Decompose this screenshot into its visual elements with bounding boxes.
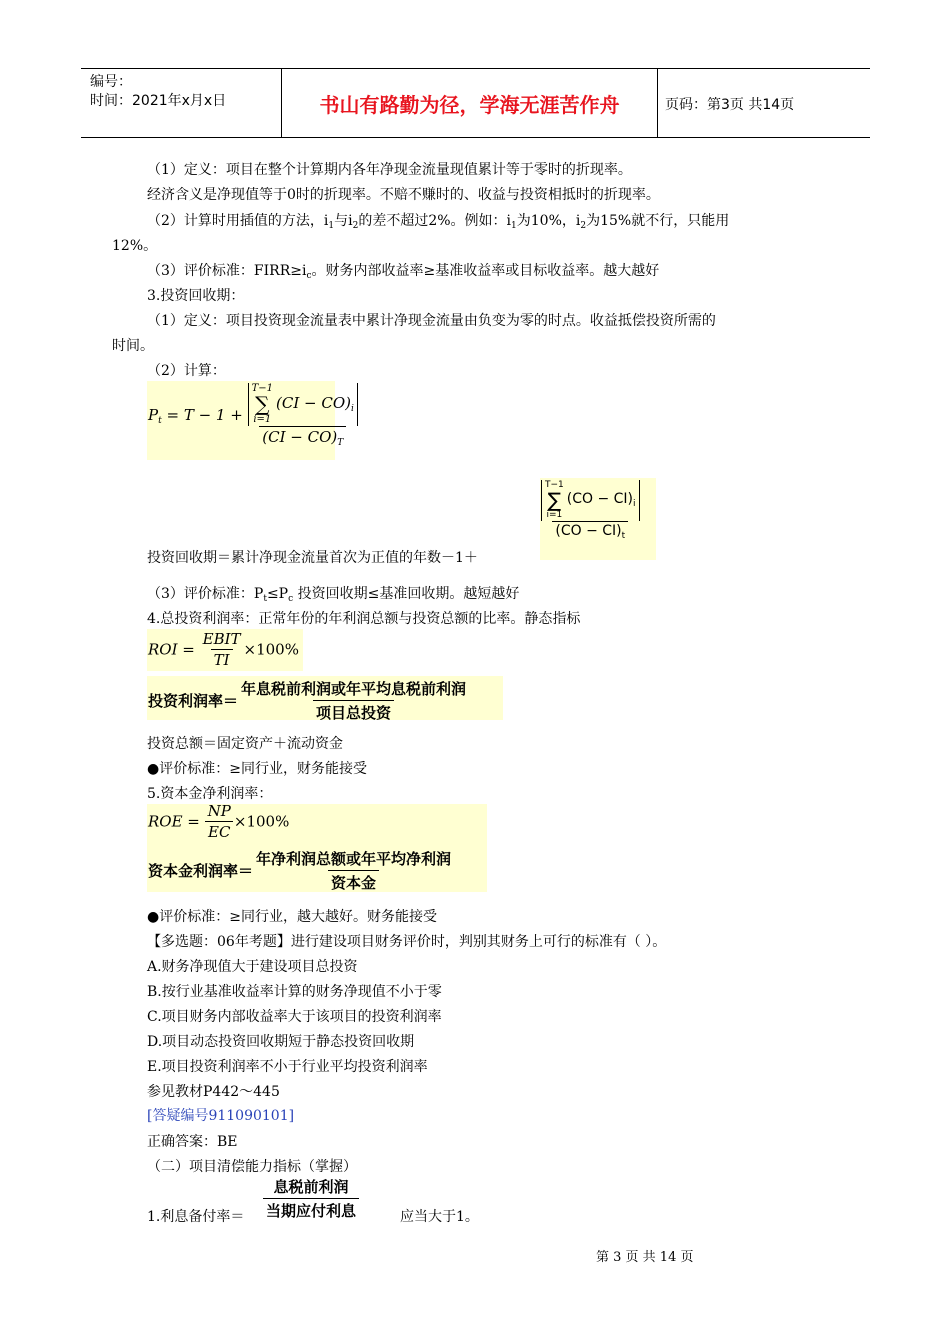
section-heading: 5.资本金净利润率： [147, 786, 273, 802]
qa-number-link[interactable]: [答疑编号911090101] [147, 1108, 295, 1124]
option-c: C.项目财务内部收益率大于该项目的投资利润率 [147, 1009, 442, 1025]
question-stem: 【多选题：06年考题】进行建设项目财务评价时，判别其财务上可行的标准有（ ）。 [147, 934, 667, 950]
textbook-reference: 参见教材P442～445 [147, 1084, 280, 1100]
text-line: （3）评价标准：$P_t\le P_c$ 投资回收期≤基准回收期。越短越好 [147, 586, 520, 604]
roe-formula: ROE = $\frac{NP}{EC}$ ×100% [148, 802, 290, 841]
header-motto: 书山有路勤为径，学海无涯苦作舟 [319, 92, 620, 117]
page-header [81, 68, 870, 138]
roi-formula: ROI = $\frac{\text{EBIT}}{TI}$ ×100% [148, 630, 299, 669]
text-line: （3）评价标准：$FIRR\ge i_c$。财务内部收益率≥基准收益率或目标收益率。越大越好 [147, 263, 660, 281]
option-a: A.财务净现值大于建设项目总投资 [147, 959, 358, 975]
option-b: B.按行业基准收益率计算的财务净现值不小于零 [147, 984, 442, 1000]
text-line: 投资回收期＝累计净现金流量首次为正值的年数－1＋ [147, 550, 478, 566]
option-e: E.项目投资利润率不小于行业平均投资利润率 [147, 1059, 428, 1075]
icr-fraction: $\frac{\text{息税前利润}}{\text{当期应付利息}}$ [263, 1176, 359, 1221]
section-heading: 4.总投资利润率：正常年份的年利润总额与投资总额的比率。静态指标 [147, 611, 581, 627]
payback-formula: $P_t = T - 1$ + T−1 ∑ i=1 $(CI - CO)_i$ $(CI - CO)_T$ [148, 383, 358, 448]
header-left [90, 73, 226, 111]
text-line: （1）定义：项目投资现金流量表中累计净现金流量由负变为零的时点。收益抵偿投资所需的 [147, 313, 716, 329]
roe-cn-formula: 资本金利润率＝ $\frac{\text{年净利润总额或年平均净利润}}{\text{资本金}}$ [148, 850, 452, 892]
text-line: 应当大于1。 [400, 1209, 479, 1225]
payback-fraction: T−1 ∑ i=1 $(CO - CI)_i$ $(CO - CI)_t$ [541, 480, 640, 541]
text-line: （2）计算： [147, 363, 226, 379]
header-divider [657, 69, 658, 137]
text-line: ●评价标准：≥同行业，越大越好。财务能接受 [147, 909, 437, 925]
option-d: D.项目动态投资回收期短于静态投资回收期 [147, 1034, 415, 1050]
text-line: 时间。 [112, 338, 154, 354]
correct-answer: 正确答案：BE [147, 1134, 238, 1150]
section-heading: （二）项目清偿能力指标（掌握） [147, 1159, 357, 1175]
roi-cn-formula: 投资利润率＝ $\frac{\text{年息税前利润或年平均息税前利润}}{\text{项目总投资}}$ [148, 680, 467, 722]
text-line: 1.利息备付率＝ [147, 1209, 245, 1225]
doc-number-label: 编号： [90, 74, 132, 90]
header-page-label: 页码：第3页 共14页 [665, 97, 795, 113]
text-line: 经济含义是净现值等于0时的折现率。不赔不赚时的、收益与投资相抵时的折现率。 [147, 187, 660, 203]
text-line: 12%。 [112, 238, 158, 254]
section-heading: 3.投资回收期： [147, 288, 245, 304]
text-line: （1）定义：项目在整个计算期内各年净现金流量现值累计等于零时的折现率。 [147, 162, 632, 178]
text-line: 投资总额＝固定资产＋流动资金 [147, 736, 343, 752]
page-footer: 第 3 页 共 14 页 [596, 1250, 694, 1265]
text-line: ●评价标准：≥同行业，财务能接受 [147, 761, 367, 777]
doc-time-label: 时间：2021年x月x日 [90, 93, 227, 109]
text-line: （2）计算时用插值的方法，$i_1$与$i_2$的差不超过2%。例如：$i_1$为10%，$i_2$为15%就不行，只能用 [147, 213, 730, 231]
